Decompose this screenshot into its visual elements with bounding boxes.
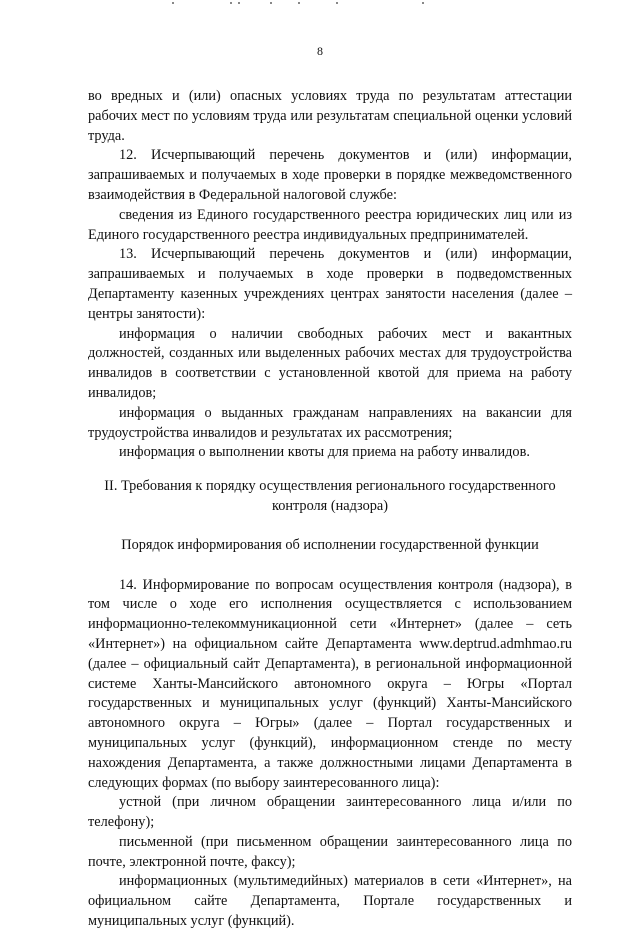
document-body — [88, 87, 572, 932]
paragraph-13-item-3: информация о выполнении квоты для приема на работу инвалидов. — [119, 444, 530, 461]
paragraph-13: 13. Исчерпывающий перечень документов и (или) информации, запрашиваемых и получаемых в ходе проверки в подведомственных Департаменту казенных учреждениях центрах занятости населения (далее – центры занятости): — [88, 246, 572, 322]
section-subtitle: Порядок информирования об исполнении государственной функции — [121, 536, 539, 553]
paragraph-13-item-2: информация о выданных гражданам направлениях на вакансии для трудоустройства инвалидов и результатах их рассмотрения; — [88, 404, 572, 441]
paragraph-14: 14. Информирование по вопросам осуществления контроля (надзора), в том числе о ходе его исполнения осуществляется с использованием информационно-телекоммуникационной сети «Интернет» (далее – сеть «Интернет») на официальном сайте Департамента www.deptrud.admhmao.ru (далее – официальный сайт Департамента), в региональной информационной системе Ханты-Мансийского автономного округа – Югры «Портал государственных и муниципальных услуг (функций) Ханты-Мансийского автономного округа – Югры» (далее – Портал государственных и муниципальных услуг (функций), информационном стенде по месту нахождения Департамента, а также должностными лицами Департамента в следующих формах (по выбору заинтересованного лица): — [88, 576, 572, 791]
paragraph-12: 12. Исчерпывающий перечень документов и (или) информации, запрашиваемых и получаемых в ходе проверки в порядке межведомственного взаимодействия в Федеральной налоговой службе: — [88, 147, 572, 203]
paragraph-14-item-2: письменной (при письменном обращении заинтересованного лица по почте, электронной почте, факсу); — [88, 833, 572, 870]
page-number: 8 — [317, 44, 323, 58]
paragraph-continuation: во вредных и (или) опасных условиях труда по результатам аттестации рабочих мест по условиям труда или результатам специальной оценки условий труда. — [88, 88, 572, 144]
paragraph-13-item-1: информация о наличии свободных рабочих мест и вакантных должностей, созданных или выделенных рабочих местах для трудоустройства инвалидов в соответствии с установленной квотой для приема на работу инвалидов; — [88, 325, 572, 401]
section-title: II. Требования к порядку осуществления регионального государственного контроля (надзора) — [104, 478, 556, 514]
paragraph-14-item-1: устной (при личном обращении заинтересованного лица и/или по телефону); — [88, 794, 572, 831]
paragraph-14-item-3: информационных (мультимедийных) материалов в сети «Интернет», на официальном сайте Департамента, Портале государственных и муниципальных услуг (функций). — [88, 873, 572, 930]
scan-marks — [160, 2, 460, 6]
paragraph-12-item-1: сведения из Единого государственного реестра юридических лиц или из Единого государственного реестра индивидуальных предпринимателей. — [88, 206, 572, 243]
